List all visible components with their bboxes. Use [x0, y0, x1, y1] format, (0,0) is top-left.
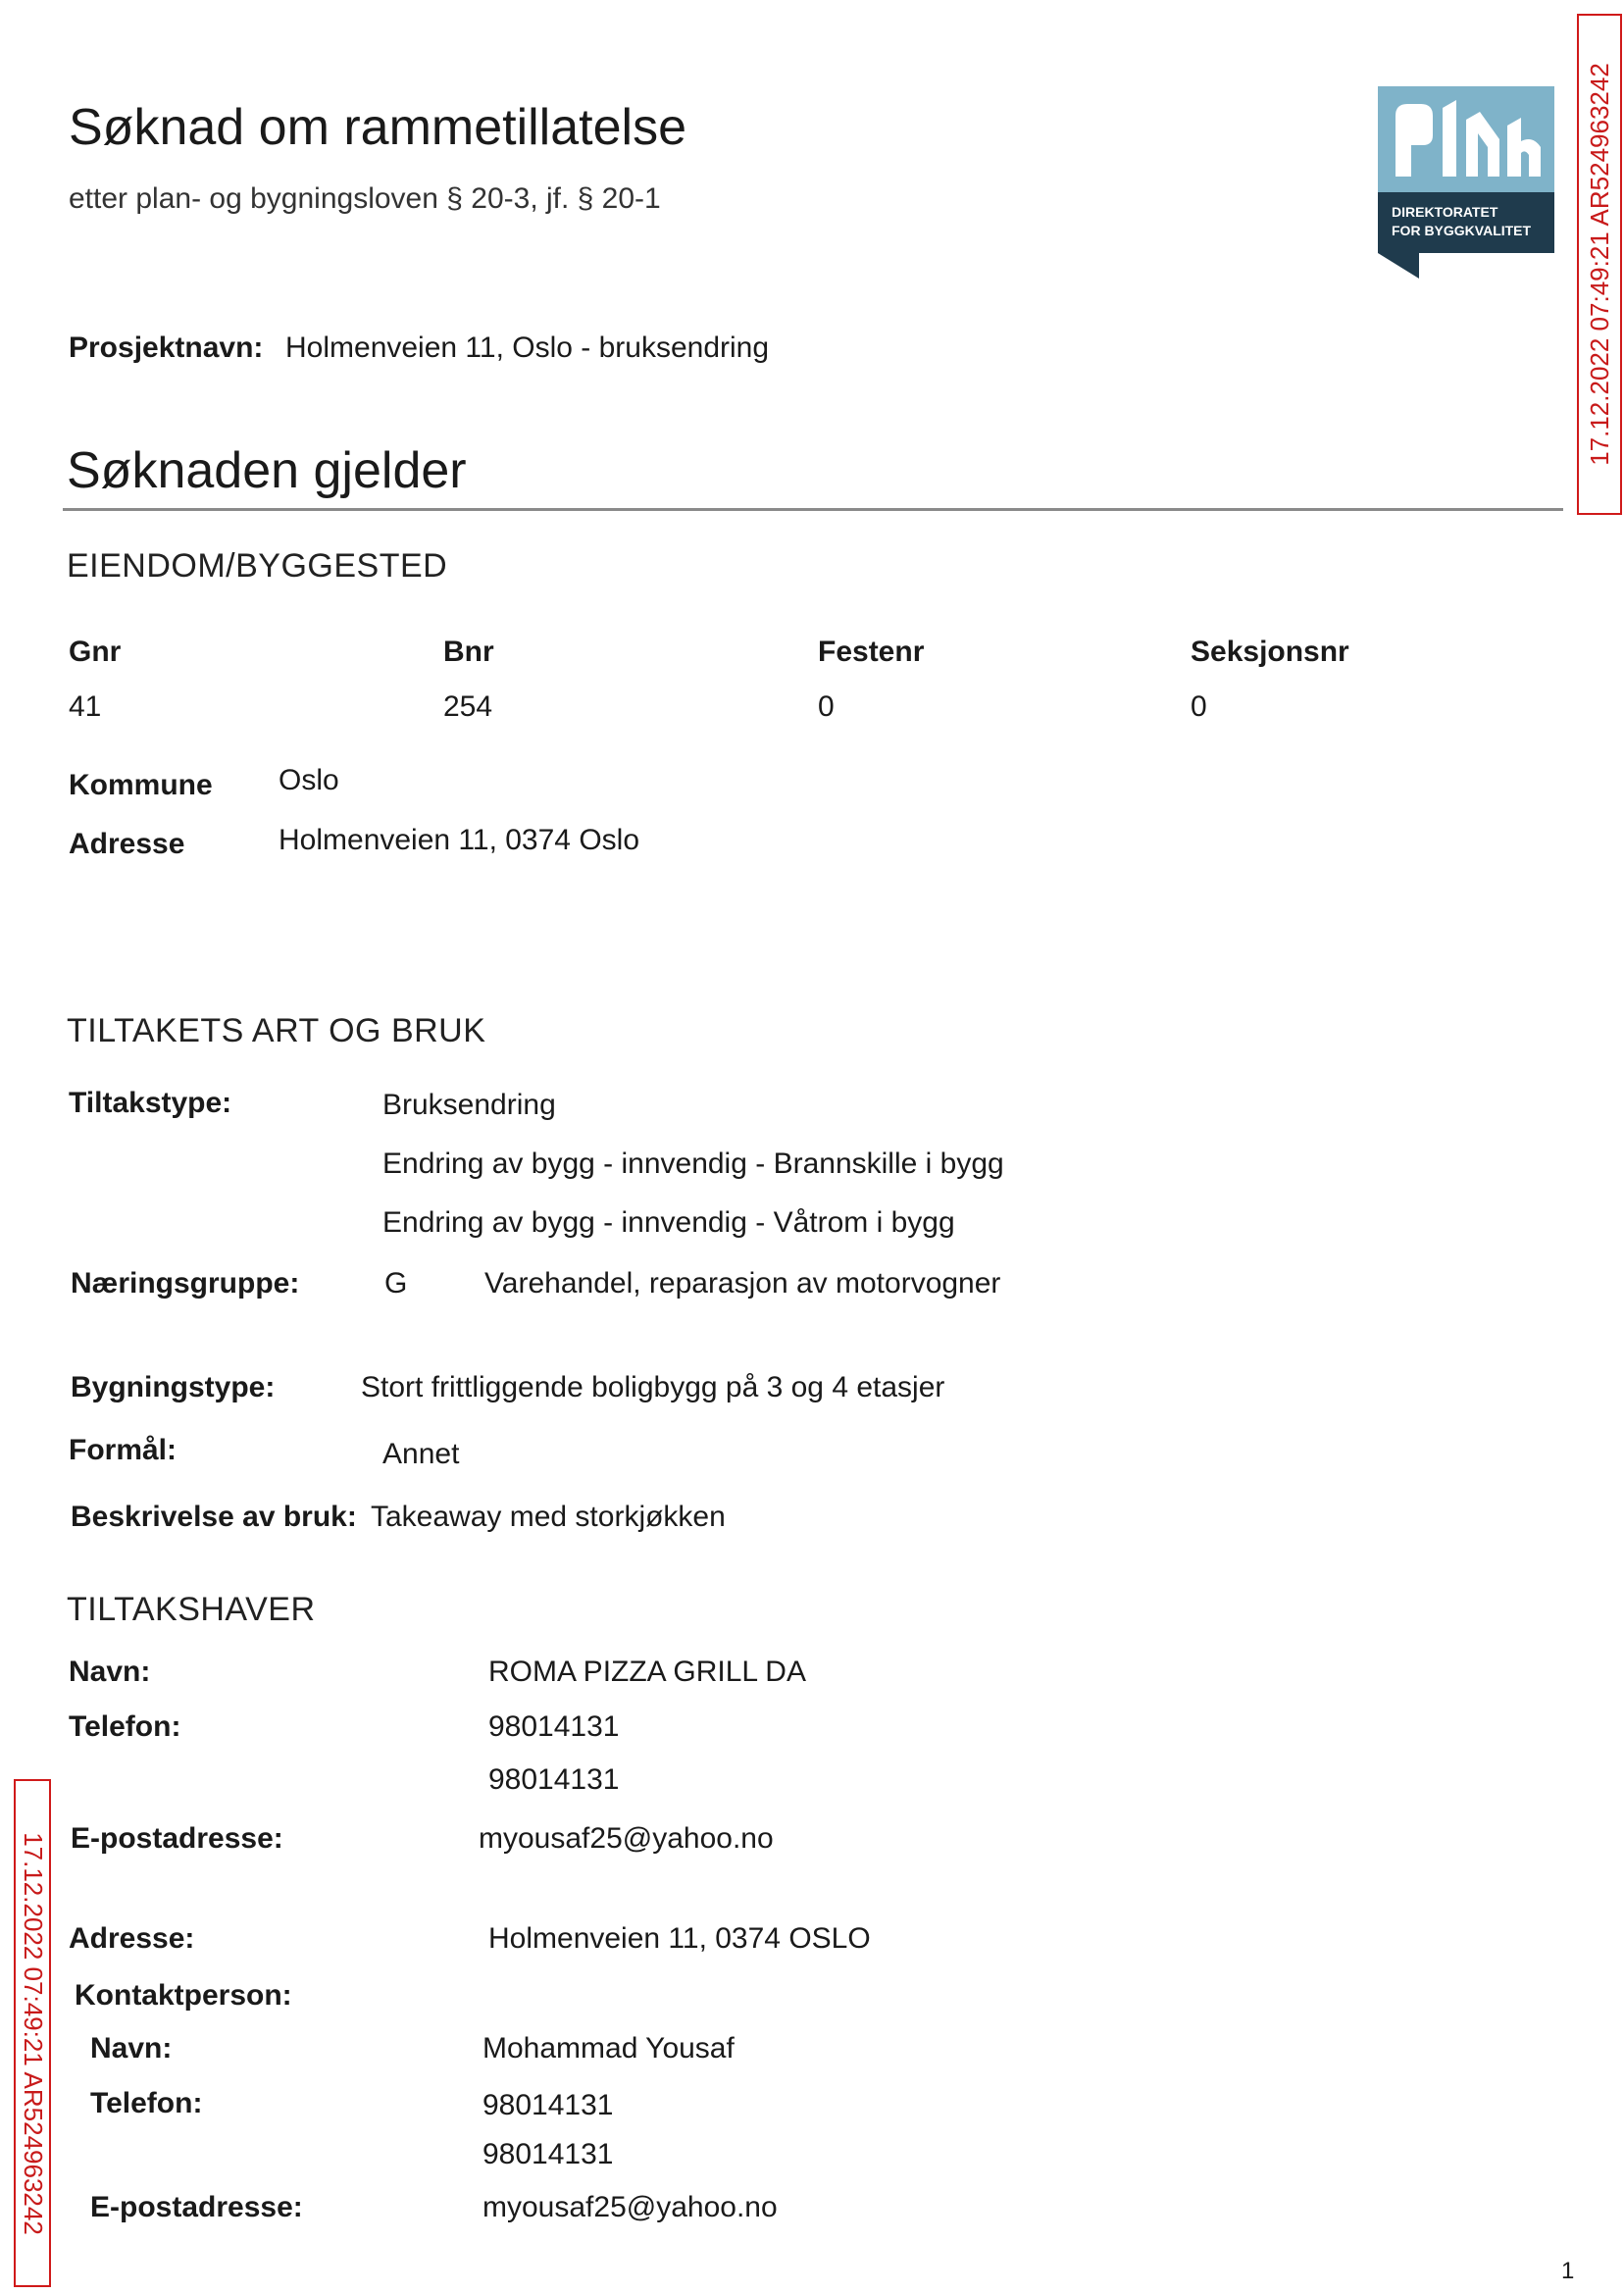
- kontakt-telefon-value: 98014131: [482, 2138, 614, 2170]
- naeringsgruppe-text: Varehandel, reparasjon av motorvogner: [484, 1267, 1001, 1300]
- owner-navn-label: Navn:: [69, 1656, 151, 1688]
- bnr-label: Bnr: [443, 636, 494, 668]
- bnr-value: 254: [443, 690, 493, 723]
- bygningstype-value: Stort frittliggende boligbygg på 3 og 4 etasjer: [361, 1371, 945, 1403]
- formal-value: Annet: [382, 1438, 460, 1470]
- bygningstype-label: Bygningstype:: [71, 1371, 276, 1403]
- festenr-label: Festenr: [818, 636, 925, 668]
- owner-telefon-value: 98014131: [488, 1763, 620, 1796]
- tiltakstype-item: Bruksendring: [382, 1089, 556, 1121]
- project-label: Prosjektnavn:: [69, 331, 264, 364]
- receipt-stamp-top: [1577, 14, 1622, 515]
- tiltakstype-label: Tiltakstype:: [69, 1087, 232, 1119]
- project-value: Holmenveien 11, Oslo - bruksendring: [285, 331, 770, 364]
- owner-telefon-label: Telefon:: [69, 1710, 181, 1743]
- section-title: Søknaden gjelder: [67, 442, 467, 499]
- kontakt-telefon-value: 98014131: [482, 2089, 614, 2121]
- measure-heading: TILTAKETS ART OG BRUK: [67, 1012, 486, 1049]
- naeringsgruppe-label: Næringsgruppe:: [71, 1267, 300, 1300]
- seksjonsnr-label: Seksjonsnr: [1191, 636, 1349, 668]
- tiltakstype-item: Endring av bygg - innvendig - Brannskille i bygg: [382, 1147, 1004, 1180]
- receipt-stamp-bottom: [14, 1779, 51, 2287]
- owner-telefon-value: 98014131: [488, 1710, 620, 1743]
- kontakt-navn-value: Mohammad Yousaf: [482, 2032, 735, 2065]
- section-divider: [63, 508, 1563, 511]
- seksjonsnr-value: 0: [1191, 690, 1207, 723]
- owner-epost-value: myousaf25@yahoo.no: [479, 1822, 774, 1855]
- owner-epost-label: E-postadresse:: [71, 1822, 283, 1855]
- page-number: 1: [1561, 2258, 1575, 2284]
- page-subtitle: etter plan- og bygningsloven § 20-3, jf. § 20-1: [69, 182, 661, 215]
- naeringsgruppe-code: G: [384, 1267, 408, 1300]
- festenr-value: 0: [818, 690, 835, 723]
- adresse-value: Holmenveien 11, 0374 Oslo: [279, 824, 639, 856]
- tiltakstype-item: Endring av bygg - innvendig - Våtrom i bygg: [382, 1206, 955, 1239]
- receipt-stamp-text: 17.12.2022 07:49:21 AR524963242: [18, 1831, 48, 2235]
- beskrivelse-value: Takeaway med storkjøkken: [371, 1501, 726, 1533]
- owner-navn-value: ROMA PIZZA GRILL DA: [488, 1656, 806, 1688]
- kontakt-navn-label: Navn:: [90, 2032, 173, 2065]
- page-title: Søknad om rammetillatelse: [69, 99, 686, 156]
- kontakt-epost-label: E-postadresse:: [90, 2191, 303, 2223]
- kontakt-telefon-label: Telefon:: [90, 2087, 203, 2119]
- owner-adresse-value: Holmenveien 11, 0374 OSLO: [488, 1922, 871, 1955]
- logo-line2: FOR BYGGKVALITET: [1392, 223, 1532, 238]
- dibk-logo-icon: [1378, 86, 1554, 279]
- receipt-stamp-text: 17.12.2022 07:49:21 AR524963242: [1584, 63, 1614, 466]
- kontakt-epost-value: myousaf25@yahoo.no: [482, 2191, 778, 2223]
- adresse-label: Adresse: [69, 828, 185, 860]
- kommune-value: Oslo: [279, 764, 339, 796]
- owner-heading: TILTAKSHAVER: [67, 1591, 316, 1628]
- logo-line1: DIREKTORATET: [1392, 204, 1498, 220]
- property-heading: EIENDOM/BYGGESTED: [67, 547, 448, 585]
- dibk-logo: [1378, 86, 1554, 279]
- kommune-label: Kommune: [69, 769, 213, 801]
- formal-label: Formål:: [69, 1434, 178, 1466]
- gnr-label: Gnr: [69, 636, 122, 668]
- kontaktperson-label: Kontaktperson:: [75, 1979, 292, 2012]
- owner-adresse-label: Adresse:: [69, 1922, 195, 1955]
- gnr-value: 41: [69, 690, 102, 723]
- beskrivelse-label: Beskrivelse av bruk:: [71, 1501, 357, 1533]
